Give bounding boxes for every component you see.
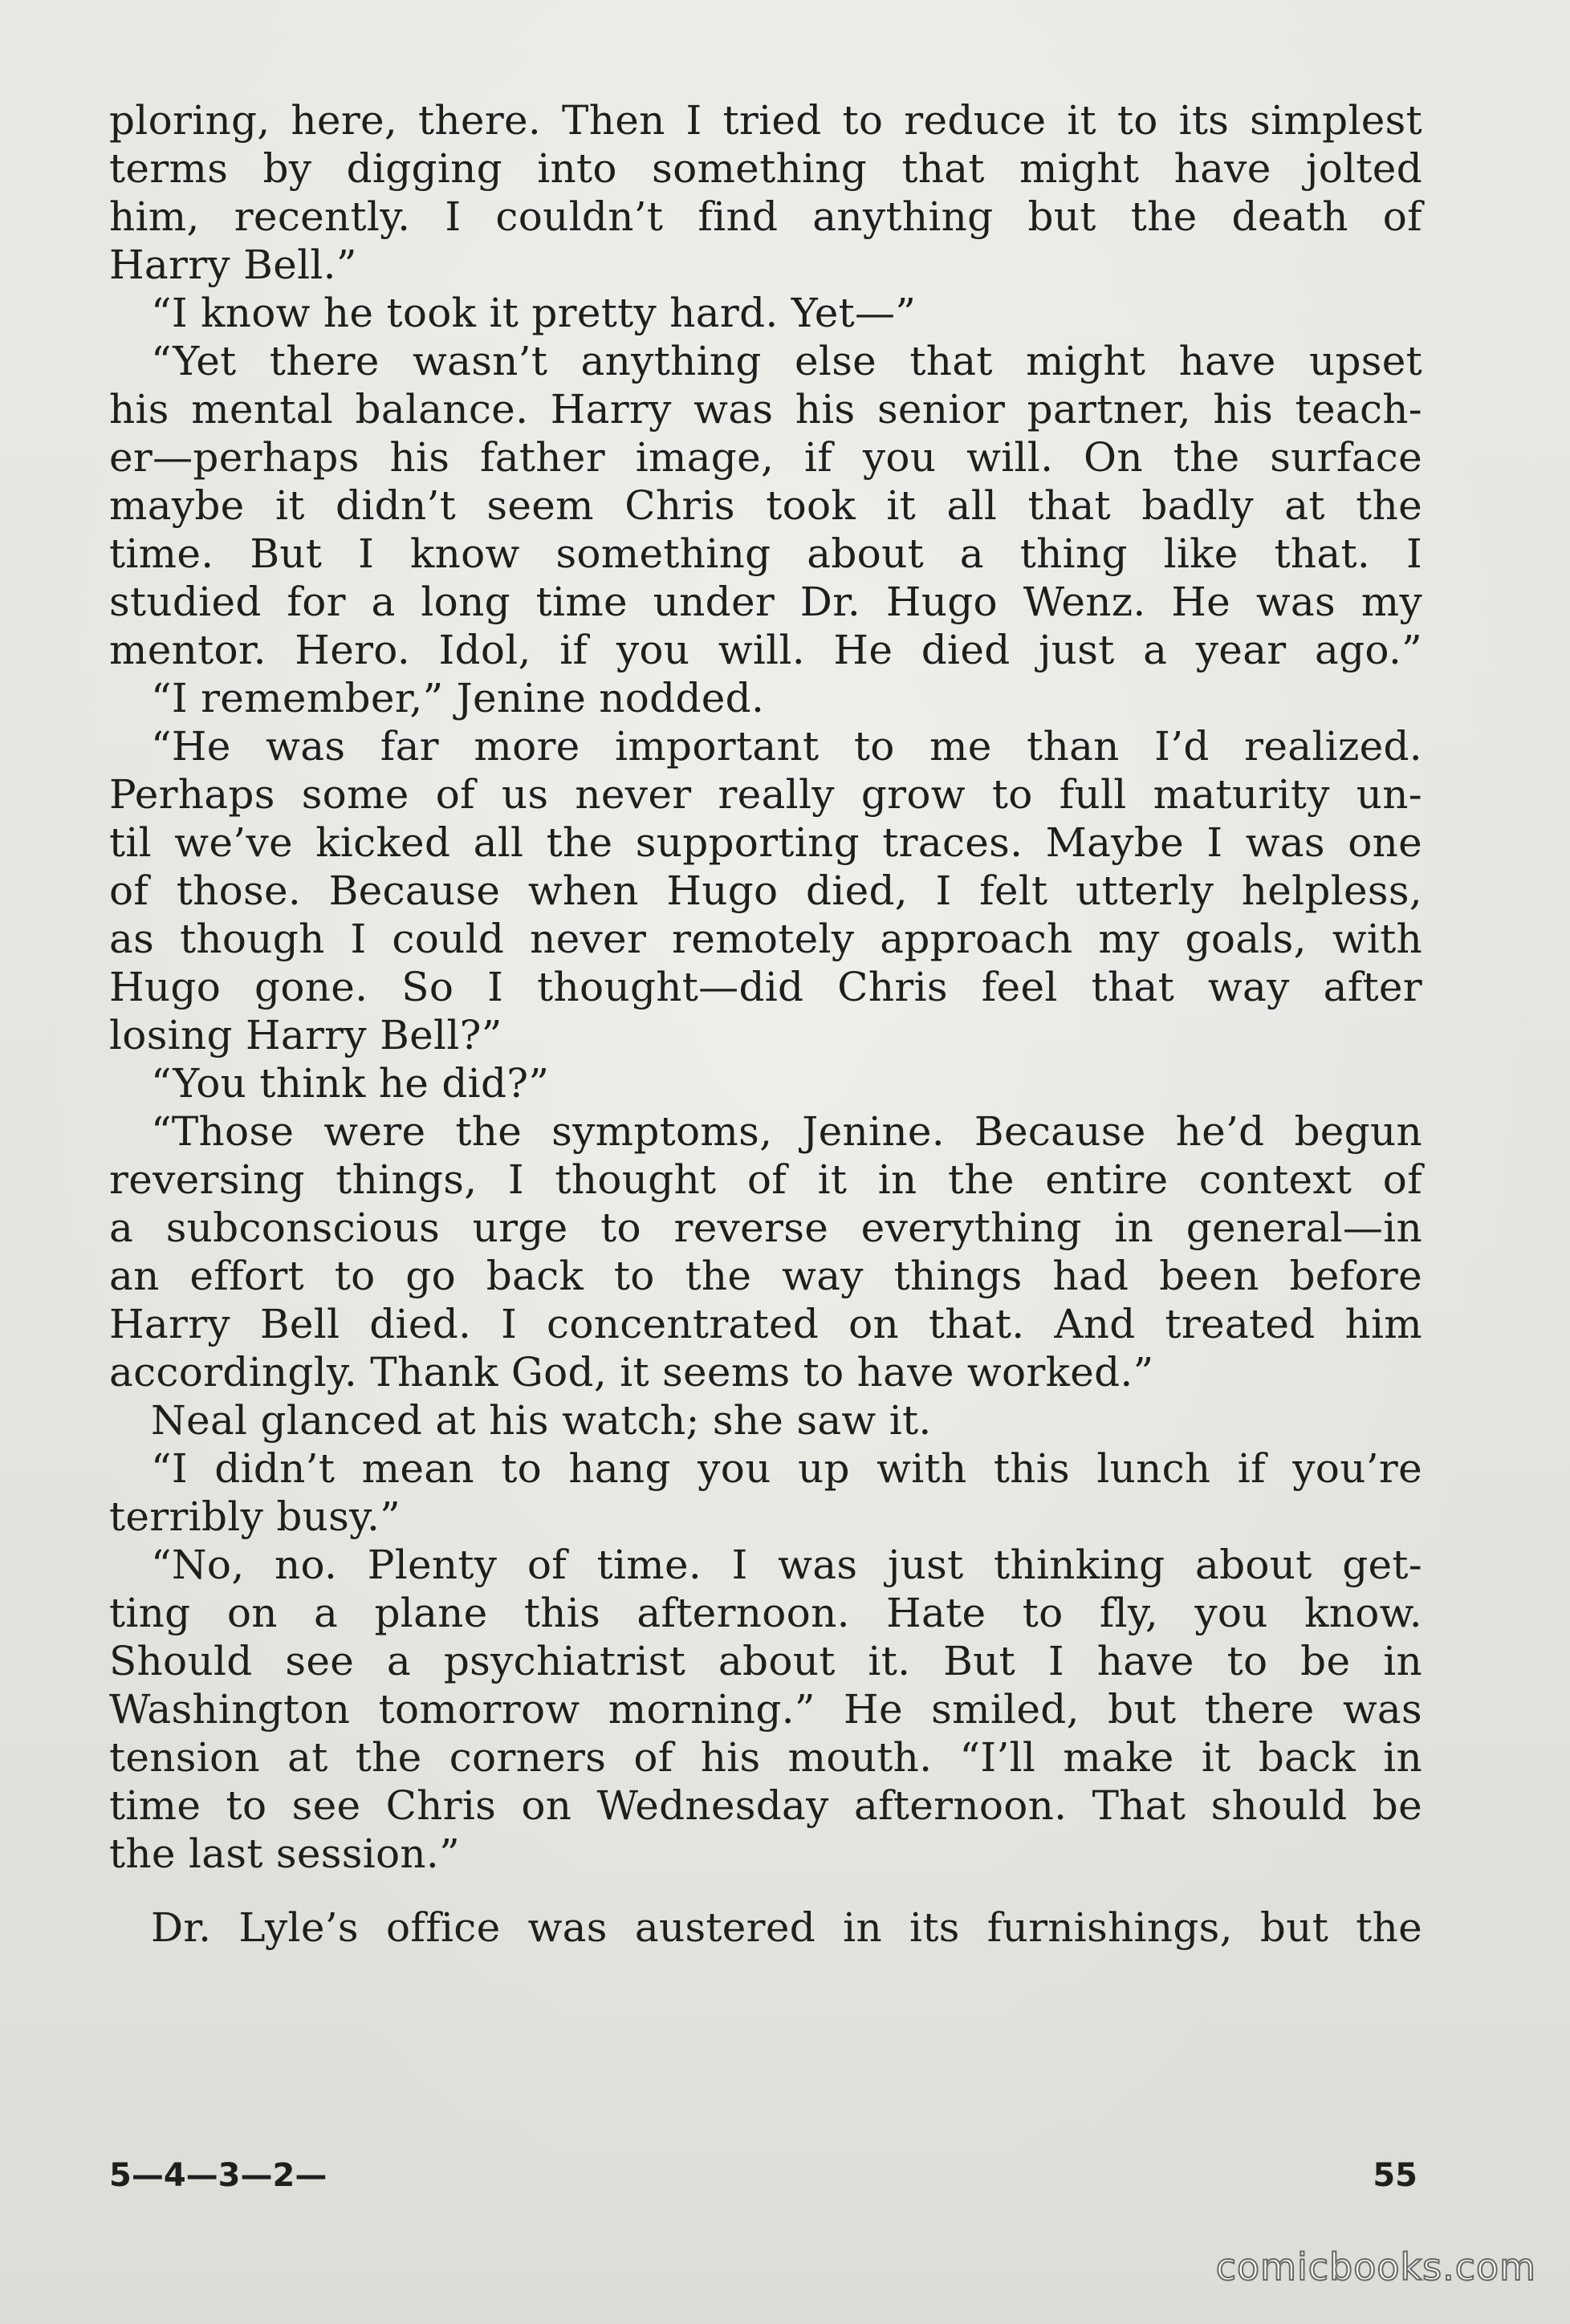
text-line: er—perhaps his father image, if you will. On the surface xyxy=(109,434,1422,481)
paragraph-gap xyxy=(109,1878,1422,1903)
text-line: a subconscious urge to reverse everything in general—in xyxy=(109,1205,1422,1251)
text-line: Harry Bell.” xyxy=(109,242,357,288)
text-line: “You think he did?” xyxy=(151,1060,550,1107)
text-line: terribly busy.” xyxy=(109,1493,401,1540)
text-line: Should see a psychiatrist about it. But I have to be in xyxy=(109,1638,1422,1684)
text-line: the last session.” xyxy=(109,1830,460,1877)
text-line: Neal glanced at his watch; she saw it. xyxy=(151,1397,932,1444)
text-line: him, recently. I couldn’t find anything but the death of xyxy=(109,193,1422,240)
text-line: Washington tomorrow morning.” He smiled, but there was xyxy=(109,1686,1422,1733)
text-line: ploring, here, there. Then I tried to reduce it to its simplest xyxy=(109,97,1422,144)
text-line: terms by digging into something that might have jolted xyxy=(109,145,1422,192)
text-line: accordingly. Thank God, it seems to have worked.” xyxy=(109,1349,1154,1396)
page-number: 55 xyxy=(1373,2157,1417,2194)
running-footer-title: 5—4—3—2— xyxy=(109,2157,327,2194)
body-text xyxy=(109,96,1422,1952)
text-line: of those. Because when Hugo died, I felt utterly helpless, xyxy=(109,867,1422,914)
text-line: as though I could never remotely approach my goals, with xyxy=(109,916,1422,962)
text-line: “No, no. Plenty of time. I was just thinking about get- xyxy=(151,1542,1422,1588)
watermark-logo: comicbooks.com xyxy=(1215,2245,1536,2289)
text-line: mentor. Hero. Idol, if you will. He died just a year ago.” xyxy=(109,627,1422,673)
text-line: his mental balance. Harry was his senior partner, his teach- xyxy=(109,386,1422,433)
text-line: Perhaps some of us never really grow to full maturity un- xyxy=(109,771,1422,818)
text-line: time. But I know something about a thing like that. I xyxy=(109,530,1422,577)
text-line: til we’ve kicked all the supporting traces. Maybe I was one xyxy=(109,819,1422,866)
text-line: “Yet there wasn’t anything else that might have upset xyxy=(151,338,1422,384)
text-line: Harry Bell died. I concentrated on that. And treated him xyxy=(109,1301,1422,1347)
text-line: an effort to go back to the way things had been before xyxy=(109,1253,1422,1299)
text-line: maybe it didn’t seem Chris took it all that badly at the xyxy=(109,482,1422,529)
text-line: Hugo gone. So I thought—did Chris feel that way after xyxy=(109,964,1422,1010)
text-line: reversing things, I thought of it in the entire context of xyxy=(109,1156,1422,1203)
text-line: “He was far more important to me than I’d realized. xyxy=(151,723,1422,770)
text-line: studied for a long time under Dr. Hugo Wenz. He was my xyxy=(109,579,1422,625)
text-line: “I didn’t mean to hang you up with this lunch if you’re xyxy=(151,1445,1422,1492)
text-line: ting on a plane this afternoon. Hate to fly, you know. xyxy=(109,1590,1422,1636)
text-line: tension at the corners of his mouth. “I’ll make it back in xyxy=(109,1734,1422,1781)
text-line: “I remember,” Jenine nodded. xyxy=(151,675,765,721)
text-line: “Those were the symptoms, Jenine. Because he’d begun xyxy=(151,1108,1422,1155)
text-line: losing Harry Bell?” xyxy=(109,1012,502,1058)
text-line: Dr. Lyle’s office was austered in its furnishings, but the xyxy=(151,1904,1422,1951)
text-line: “I know he took it pretty hard. Yet—” xyxy=(151,290,917,336)
text-line: time to see Chris on Wednesday afternoon. That should be xyxy=(109,1782,1422,1829)
